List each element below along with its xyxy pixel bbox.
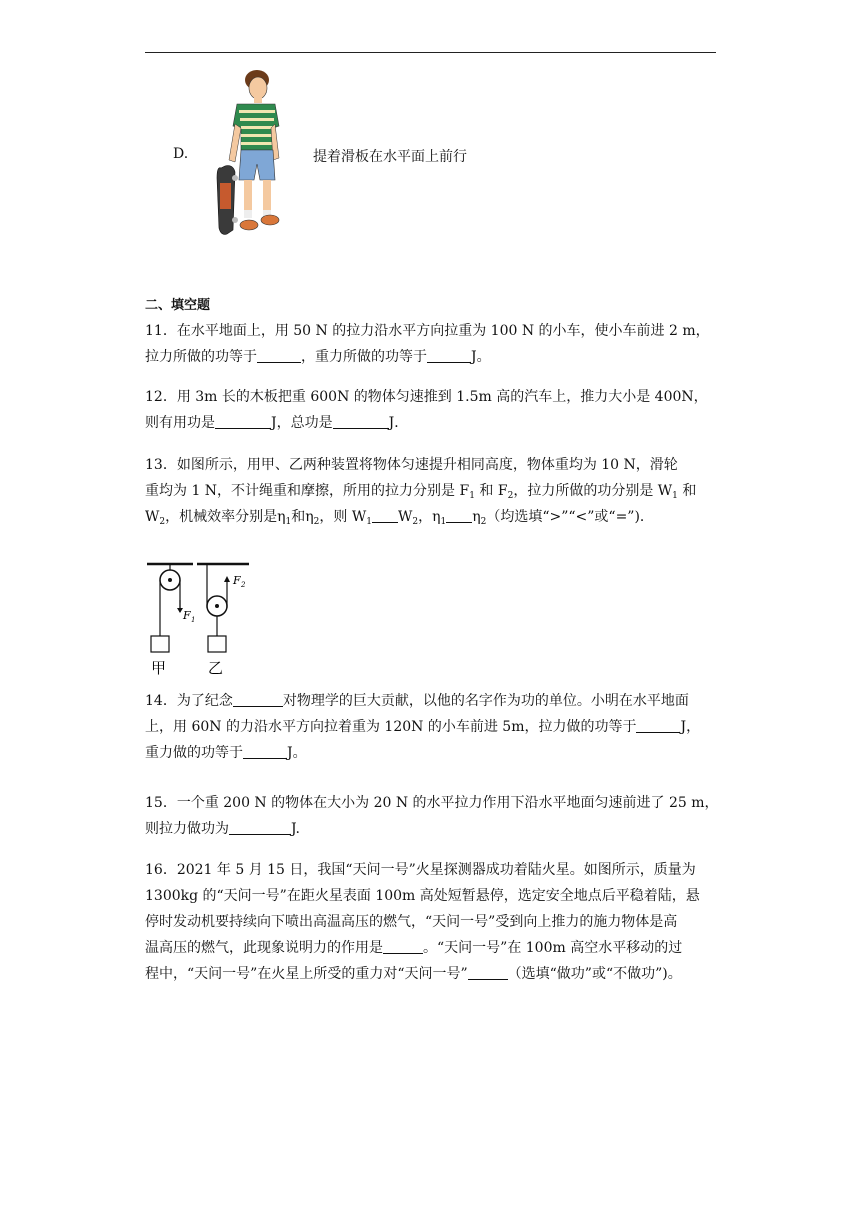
q13-line1: 13．如图所示，用甲、乙两种装置将物体匀速提升相同高度，物体重均为 10 N，滑轮 (145, 457, 678, 473)
q12-line2: 则有用功是 J，总功是 J． (145, 410, 720, 436)
header-rule (145, 52, 716, 53)
q16-line2: 1300kg 的“天问一号”在距火星表面 100m 高处短暂悬停，选定安全地点后平稳着陆，悬 (145, 888, 700, 904)
q13-line2: 重均为 1 N，不计绳重和摩擦，所用的拉力分别是 $F_1$ 和 $F_2$，拉力所做的功分别是 $W_1$ 和 (145, 483, 697, 501)
q14-line2: 上，用 60N 的力沿水平方向拉着重为 120N 的小车前进 5m，拉力做的功等于 J， (145, 714, 720, 740)
boy-with-skateboard-illustration (213, 68, 287, 240)
pulley-diagram (145, 556, 260, 678)
question-11 (145, 318, 720, 370)
q12-line1: 12．用 3m 长的木板把重 600N 的物体匀速推到 1.5m 高的汽车上，推力大小是 400N， (145, 389, 708, 405)
q16-line1: 16．2021 年 5 月 15 日，我国“天问一号”火星探测器成功着陆火星。如图所示，质量为 (145, 862, 696, 878)
option-d-text: 提着滑板在水平面上前行 (313, 149, 467, 165)
q16-line3: 停时发动机要持续向下喷出高温高压的燃气，“天问一号”受到向上推力的施力物体是高 (145, 914, 678, 930)
f2-sub: 2 (241, 581, 246, 589)
question-16 (145, 857, 720, 987)
answer-blank[interactable] (446, 506, 472, 523)
q14-line3: 重力做的功等于 J。 (145, 740, 720, 766)
label-yi: 乙 (208, 659, 224, 677)
q15-line1: 15．一个重 200 N 的物体在大小为 20 N 的水平拉力作用下沿水平地面匀速前进了 25 m， (145, 795, 719, 811)
answer-blank[interactable] (257, 346, 301, 363)
f1-label: F (183, 609, 191, 622)
label-jia: 甲 (151, 659, 167, 677)
question-13 (145, 452, 720, 530)
answer-blank[interactable] (383, 937, 423, 954)
answer-blank[interactable] (333, 412, 389, 429)
answer-blank[interactable] (372, 506, 398, 523)
f2-label: F (233, 574, 241, 587)
answer-blank[interactable] (427, 346, 471, 363)
option-d-label: D. (173, 146, 189, 162)
answer-blank[interactable] (233, 690, 283, 707)
q11-line2: 拉力所做的功等于 ，重力所做的功等于 J。 (145, 344, 720, 370)
q16-line4: 温高压的燃气，此现象说明力的作用是 。“天问一号”在 100m 高空水平移动的过 (145, 935, 720, 961)
answer-blank[interactable] (229, 818, 291, 835)
answer-blank[interactable] (636, 716, 680, 733)
question-15 (145, 790, 720, 842)
section-title: 二、填空题 (145, 298, 211, 313)
answer-blank[interactable] (215, 412, 271, 429)
f1-sub: 1 (191, 616, 196, 624)
q11-line1: 11．在水平地面上，用 50 N 的拉力沿水平方向拉重为 100 N 的小车，使小车前进 2 m， (145, 323, 710, 339)
question-12 (145, 384, 720, 436)
answer-blank[interactable] (468, 963, 508, 980)
q15-line2: 则拉力做功为 J. (145, 816, 720, 842)
q14-line1: 14．为了纪念 对物理学的巨大贡献，以他的名字作为功的单位。小明在水平地面 (145, 688, 720, 714)
question-14 (145, 688, 720, 766)
q13-line3: $W_2$，机械效率分别是$\eta_1$和$\eta_2$，则 $W_1$ $W_2$，$\eta_1$ $\eta_2$（均选填“>”“<”或“=”)． (145, 504, 720, 530)
q16-line5: 程中，“天问一号”在火星上所受的重力对“天问一号” （选填“做功”或“不做功”)。 (145, 961, 720, 987)
answer-blank[interactable] (243, 742, 287, 759)
